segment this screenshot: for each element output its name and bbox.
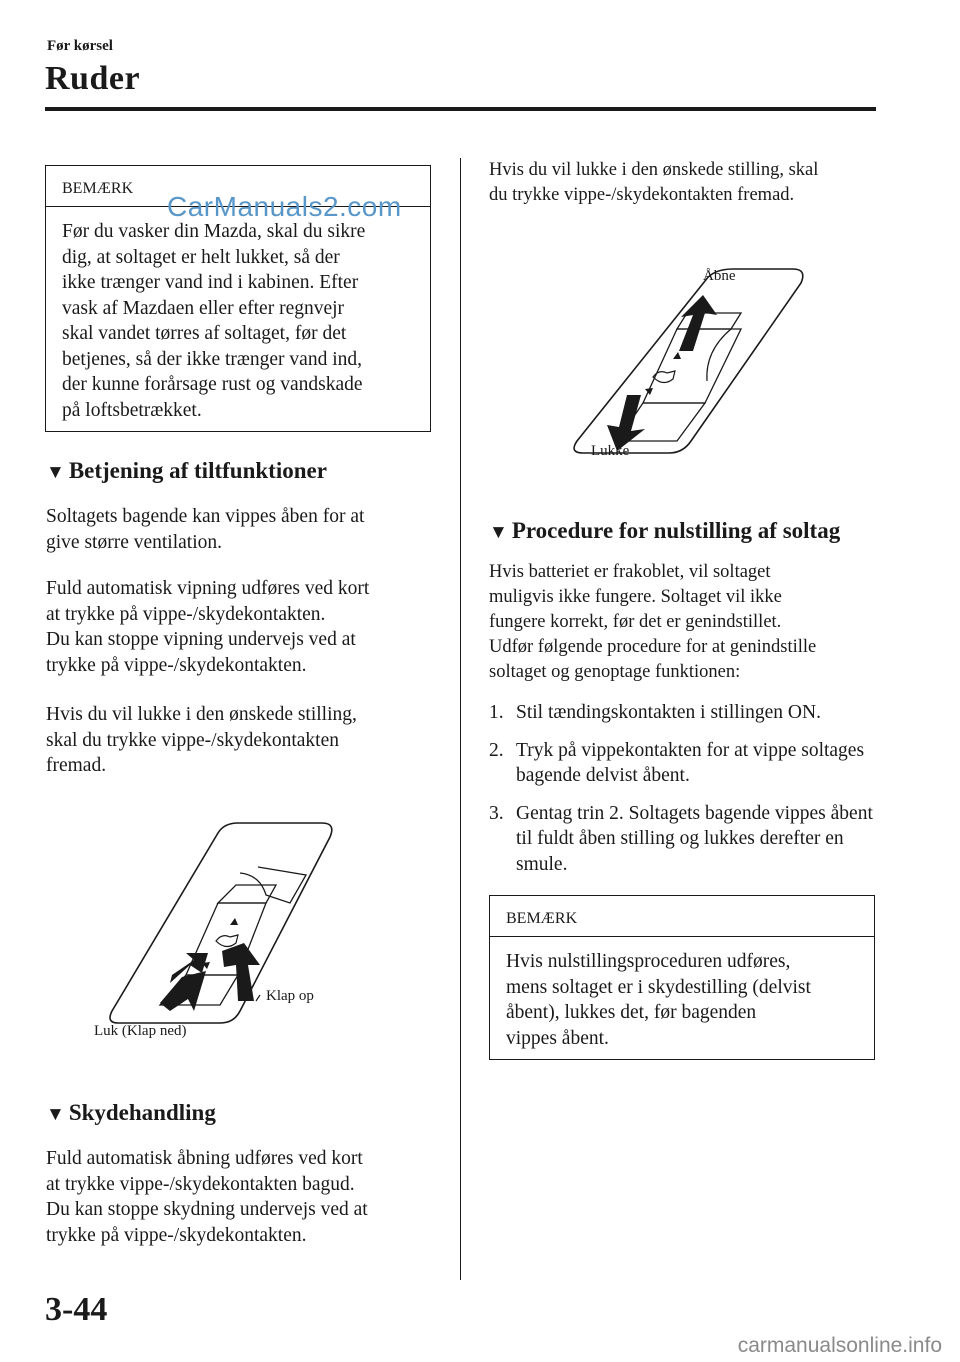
text-line: muligvis ikke fungere. Soltaget vil ikke	[489, 587, 782, 607]
text-line: Du kan stoppe vipning undervejs ved at	[46, 629, 356, 650]
text-line: Hvis batteriet er frakoblet, vil soltaget	[489, 562, 771, 582]
heading-text: Skydehandling	[68, 1100, 216, 1125]
text-line: Fuld automatisk vipning udføres ved kort	[46, 578, 370, 599]
text-line: trykke på vippe-/skydekontakten.	[46, 654, 307, 676]
page-number: 3-44	[45, 1291, 108, 1328]
text-line: fungere korrekt, før det er genindstillet.	[489, 612, 782, 632]
list-item	[489, 700, 886, 726]
slide-switch-illustration	[555, 255, 815, 460]
list-item	[489, 801, 886, 878]
triangle-bullet-icon: ▼	[46, 1104, 65, 1125]
step-text: Stil tændingskontakten i stillingen ON.	[516, 702, 821, 723]
list-item	[489, 738, 886, 789]
paragraph	[46, 504, 436, 555]
page-title: Ruder	[45, 60, 141, 97]
watermark: CarManuals2.com	[167, 191, 402, 222]
paragraph	[46, 1146, 436, 1248]
text-line: fremad.	[46, 755, 107, 776]
note-line: vippes åbent.	[506, 1027, 609, 1049]
note-line: Hvis nulstillingsproceduren udføres,	[506, 951, 791, 972]
step-number: 1.	[489, 702, 504, 723]
step-number: 3.	[489, 802, 504, 824]
note-line: ikke trænger vand ind i kabinen. Efter	[62, 272, 359, 293]
text-line: Udfør følgende procedure for at genindstille	[489, 637, 817, 657]
triangle-bullet-icon: ▼	[489, 522, 508, 543]
note-line: på loftsbetrækket.	[62, 399, 202, 421]
note-body	[490, 937, 874, 1051]
header-rule	[45, 107, 876, 111]
note-label: BEMÆRK	[62, 180, 134, 197]
heading-reset	[489, 518, 840, 544]
figure-label-klap-op: Klap op	[266, 988, 314, 1004]
text-line: trykke på vippe-/skydekontakten.	[46, 1224, 307, 1246]
step-text: Gentag trin 2. Soltagets bagende vippes åbent til fuldt åben stilling og lukkes derefter en smule.	[516, 802, 873, 875]
figure-label-luk: Luk (Klap ned)	[94, 1023, 187, 1039]
text-line: at trykke på vippe-/skydekontakten.	[46, 603, 326, 625]
footer-url: carmanualsonline.info	[737, 1334, 942, 1357]
note-line: der kunne forårsage rust og vandskade	[62, 374, 363, 395]
paragraph	[489, 158, 879, 208]
heading-slide	[46, 1100, 216, 1126]
text-line: Fuld automatisk åbning udføres ved kort	[46, 1148, 363, 1169]
note-header	[490, 896, 874, 937]
text-line: Hvis du vil lukke i den ønskede stilling,	[46, 704, 357, 725]
step-number: 2.	[489, 739, 504, 761]
figure-label-lukke: Lukke	[591, 443, 630, 459]
paragraph	[46, 576, 436, 678]
step-text: Tryk på vippekontakten for at vippe soltages bagende delvist åbent.	[516, 739, 865, 786]
figure-label-abne: Åbne	[703, 268, 736, 284]
note-label: BEMÆRK	[506, 910, 578, 927]
section-label: Før kørsel	[47, 38, 113, 54]
heading-text: Procedure for nulstilling af soltag	[511, 518, 841, 543]
text-line: Du kan stoppe skydning undervejs ved at	[46, 1199, 368, 1220]
text-line: soltaget og genoptage funktionen:	[489, 662, 741, 682]
note-box-reset	[489, 895, 875, 1060]
triangle-bullet-icon: ▼	[46, 462, 65, 483]
note-line: Før du vasker din Mazda, skal du sikre	[62, 221, 366, 242]
column-divider	[460, 158, 461, 1280]
note-line: betjenes, så der ikke trænger vand ind,	[62, 348, 362, 370]
text-line: give større ventilation.	[46, 531, 222, 553]
paragraph	[46, 702, 436, 779]
note-line: vask af Mazdaen eller efter regnvejr	[62, 297, 345, 319]
note-line: mens soltaget er i skydestilling (delvist	[506, 976, 811, 998]
paragraph	[489, 560, 879, 685]
text-line: skal du trykke vippe-/skydekontakten	[46, 729, 339, 751]
text-line: du trykke vippe-/skydekontakten fremad.	[489, 185, 795, 205]
note-line: dig, at soltaget er helt lukket, så der	[62, 246, 340, 268]
step-list	[489, 700, 886, 889]
note-body	[46, 207, 430, 423]
note-line: skal vandet tørres af soltaget, før det	[62, 323, 347, 344]
heading-text: Betjening af tiltfunktioner	[68, 458, 327, 483]
text-line: Soltagets bagende kan vippes åben for at	[46, 506, 365, 527]
text-line: Hvis du vil lukke i den ønskede stilling, skal	[489, 160, 819, 180]
heading-tilt	[46, 458, 327, 484]
text-line: at trykke vippe-/skydekontakten bagud.	[46, 1173, 355, 1195]
note-line: åbent), lukkes det, før bagenden	[506, 1002, 757, 1023]
